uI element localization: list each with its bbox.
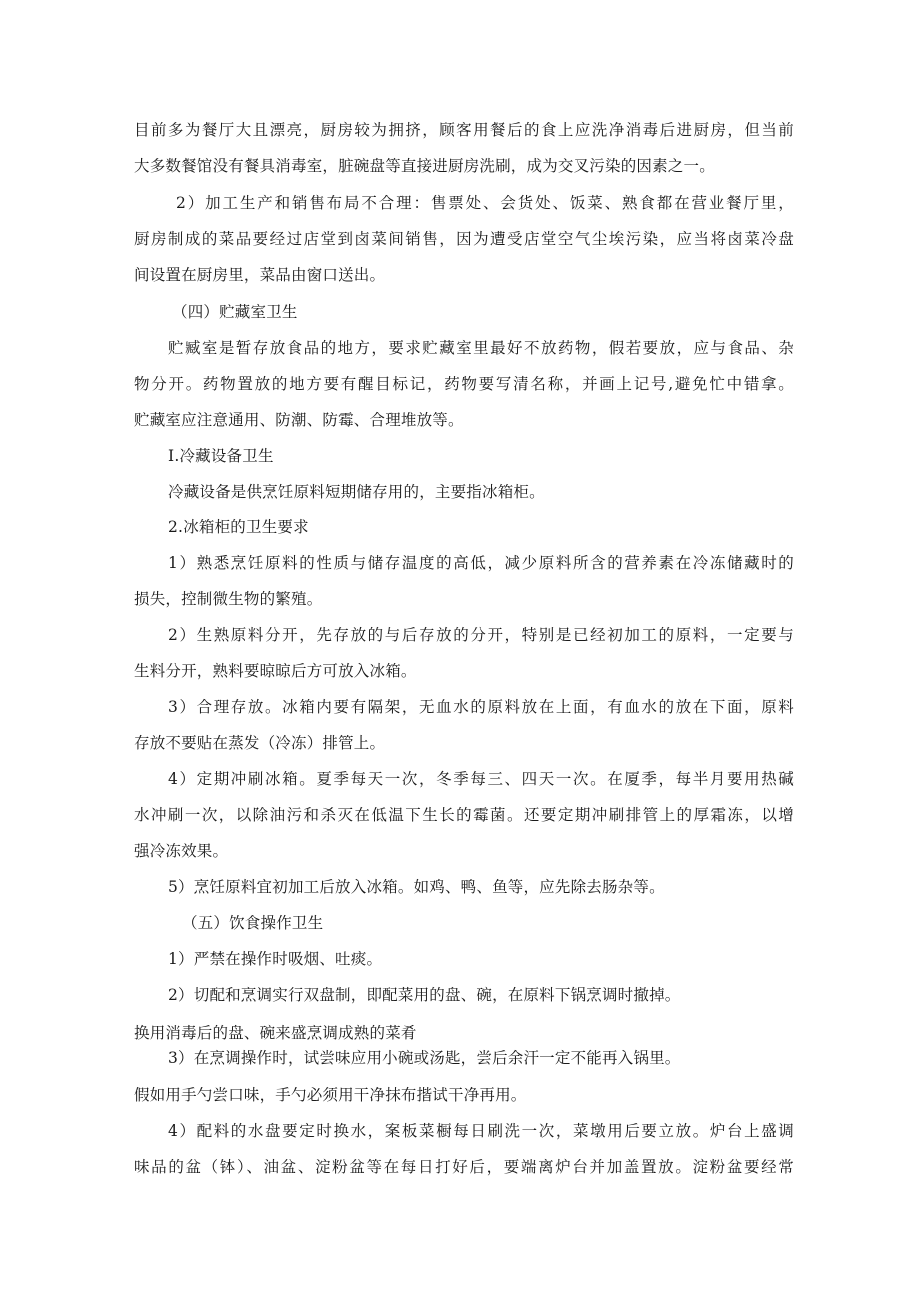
text-line: 物分开。药物置放的地方要有醒目标记，药物要写清名称，并画上记号,避免忙中错拿。 — [134, 375, 794, 393]
text-line: 味品的盆（钵）、油盆、淀粉盆等在每日打好后，要端离炉台并加盖置放。淀粉盆要经常 — [134, 1158, 794, 1176]
text-line: 4）定期冲刷冰箱。夏季每天一次，冬季每三、四天一次。在厦季，每半月要用热碱 — [168, 770, 794, 788]
text-line: 水冲刷一次，以除油污和杀灭在低温下生长的霉菌。还要定期冲刷排管上的厚霜冻，以增 — [134, 806, 794, 824]
text-line: 1）熟悉烹饪原料的性质与储存温度的高低，减少原料所含的营养素在冷冻储藏时的 — [168, 554, 794, 572]
text-line: 换用消毒后的盘、碗来盛烹调成熟的菜肴 — [134, 1024, 417, 1042]
section-heading: （四）贮藏室卫生 — [172, 303, 298, 321]
text-line: 3）在烹调操作时，试尝味应用小碗或汤匙，尝后余汗一定不能再入锅里。 — [168, 1049, 681, 1067]
text-line: 大多数餐馆没有餐具消毒室，脏碗盘等直接进厨房洗刷，成为交叉污染的因素之一。 — [134, 157, 715, 175]
text-line: 5）烹饪原料宜初加工后放入冰箱。如鸡、鸭、鱼等，应先除去肠杂等。 — [168, 878, 665, 896]
text-line: 1）严禁在操作时吸烟、吐痰。 — [168, 950, 383, 968]
text-line: 损失，控制微生物的繁殖。 — [134, 590, 323, 608]
text-line: 存放不要贴在蒸发（冷冻）排管上。 — [134, 734, 386, 752]
text-line: 生料分开，熟料要晾晾后方可放入冰箱。 — [134, 662, 417, 680]
subheading: 2.冰箱柜的卫生要求 — [168, 518, 309, 536]
text-line: 贮臧室是暂存放食品的地方，要求贮藏室里最好不放药物，假若要放，应与食品、杂 — [168, 339, 794, 357]
text-line: 2）加工生产和销售布局不合理：售票处、会货处、饭菜、熟食都在营业餐厅里， — [176, 194, 794, 212]
text-line: 4）配料的水盘要定时换水，案板菜橱每日刷洗一次，菜墩用后要立放。炉台上盛调 — [168, 1122, 794, 1140]
text-line: 间设置在厨房里，菜品由窗口送出。 — [134, 266, 386, 284]
text-line: 厨房制成的菜品要经过店堂到卤菜间销售，因为遭受店堂空气尘埃污染，应当将卤菜冷盘 — [134, 230, 794, 248]
subheading: I.冷藏设备卫生 — [168, 447, 274, 465]
section-heading: （五）饮食操作卫生 — [182, 914, 324, 932]
text-line: 2）生熟原料分开，先存放的与后存放的分开，特别是已经初加工的原料，一定要与 — [168, 626, 794, 644]
text-line: 贮藏室应注意通用、防潮、防霉、合理堆放等。 — [134, 411, 464, 429]
text-line: 冷藏设备是供烹饪原料短期储存用的，主要指冰箱柜。 — [168, 483, 545, 501]
text-line: 目前多为餐厅大且漂亮，厨房较为拥挤，顾客用餐后的食上应洗净消毒后进厨房，但当前 — [134, 121, 794, 139]
text-line: 3）合理存放。冰箱内要有隔架，无血水的原料放在上面，有血水的放在下面，原料 — [168, 698, 794, 716]
text-line: 2）切配和烹调实行双盘制，即配菜用的盘、碗，在原料下锅烹调时撤掉。 — [168, 986, 681, 1004]
text-line: 假如用手勺尝口味，手勺必须用干净抹布揩试干净再用。 — [134, 1086, 527, 1104]
text-line: 强冷冻效果。 — [134, 842, 229, 860]
